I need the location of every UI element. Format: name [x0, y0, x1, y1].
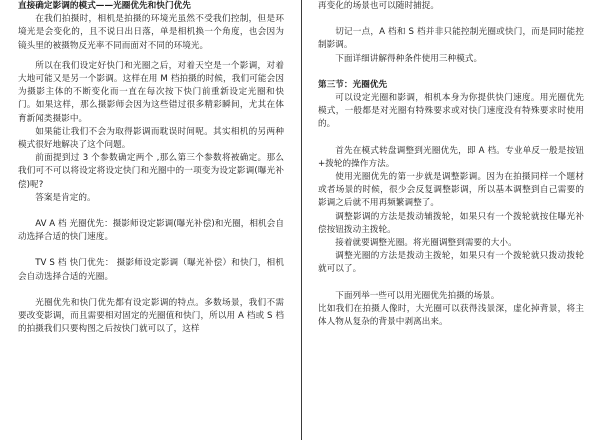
chapter-heading: 直接确定影调的模式——光圈优先和快门优先	[18, 1, 191, 11]
paragraph: 下面详细讲解得种条件使用三种模式。	[335, 53, 483, 64]
paragraph: 前面提到过 3 个参数确定两个 ,那么第三个参数将被确定。那么我们可不可以将设定将设定快门和光圈中的一项变为设定影调(曝光补偿)呢?	[18, 153, 284, 190]
paragraph: 所以在我们设定好快门和光圈之后，对着天空是一个影调，对着大地可能又是另一个影调。这样在用 M 档拍摄的时候，我们可能会因为摄影主体的不断变化而一直在每次按下快门前重新设定光圈和快门。如果这样，那么摄影师会因为这些错过很多精彩瞬间，尤其在体育新闻类摄影中。	[18, 60, 284, 124]
paragraph: 切记一点，A 档和 S 档并非只能控制光圈或快门，而是同时能控制影调。	[318, 27, 584, 51]
paragraph-av-mode: AV A 档 光圈优先：摄影师设定影调(曝光补偿)和光圈，相机会自动选择合适的快门速度。	[18, 219, 284, 243]
paragraph: 使用光圈优先的第一步就是调整影调。因为在拍摄同样一个题材或者场景的时候，很少会反复调整影调，所以基本调整到自己需要的影调之后就不用再频繁调整了。	[318, 172, 584, 209]
paragraph: 答案是肯定的。	[35, 192, 96, 203]
paragraph: 接着就要调整光圈。将光圈调整到需要的大小。	[335, 238, 517, 249]
paragraph: 调整光圈的方法是拨动主拨轮，如果只有一个拨轮就只拨动拨轮就可以了。	[318, 251, 584, 275]
paragraph: 可以设定光圈和影调，相机本身为你提供快门速度。用光圈优先模式，一般都是对光圈有特殊要求或对快门速度没有特殊要求时使用的。	[318, 93, 584, 130]
page-divider	[301, 0, 302, 440]
right-page	[318, 0, 584, 440]
section-heading: 第三节：光圈优先	[318, 79, 388, 90]
left-page	[18, 0, 284, 440]
paragraph: 比如我们在拍摄人像时，大光圈可以获得浅景深，虚化掉背景，将主体人物从复杂的背景中剥离出来。	[318, 303, 584, 328]
paragraph: 下面列举一些可以用光圈优先拍摄的场景。	[335, 290, 500, 301]
paragraph: 如果能让我们不会为取得影调而耽误时间呢。其实相机的另两种模式很好地解决了这个问题。	[18, 126, 284, 151]
paragraph: 在我们拍摄时，相机是拍摄的环境光虽然不受我们控制，但是环境光是会变化的，且不说日出日落，单是相机换一个角度，也会因为镜头里的被摄物反光率不同而面对不同的环境光。	[18, 14, 284, 51]
paragraph: 调整影调的方法是拨动辅拨轮，如果只有一个拨轮就按住曝光补偿按钮拨动主拨轮。	[318, 211, 584, 235]
paragraph: 光圈优先和快门优先都有设定影调的特点。多数场景，我们不需要改变影调，而且需要相对固定的光圈值和快门，所以用 A 档或 S 档的拍摄我们只要构图之后按快门就可以了，这样	[18, 297, 284, 335]
paragraph-tv-mode: TV S 档 快门优先： 摄影师设定影调（曝光补偿）和快门，相机会自动选择合适的光圈。	[18, 258, 284, 282]
paragraph-continued: 再变化的场景也可以随时捕捉。	[318, 1, 440, 11]
paragraph: 首先在模式转盘调整到光圈优先，即 A 档。专业单反一般是按钮+拨轮的操作方法。	[318, 145, 584, 169]
